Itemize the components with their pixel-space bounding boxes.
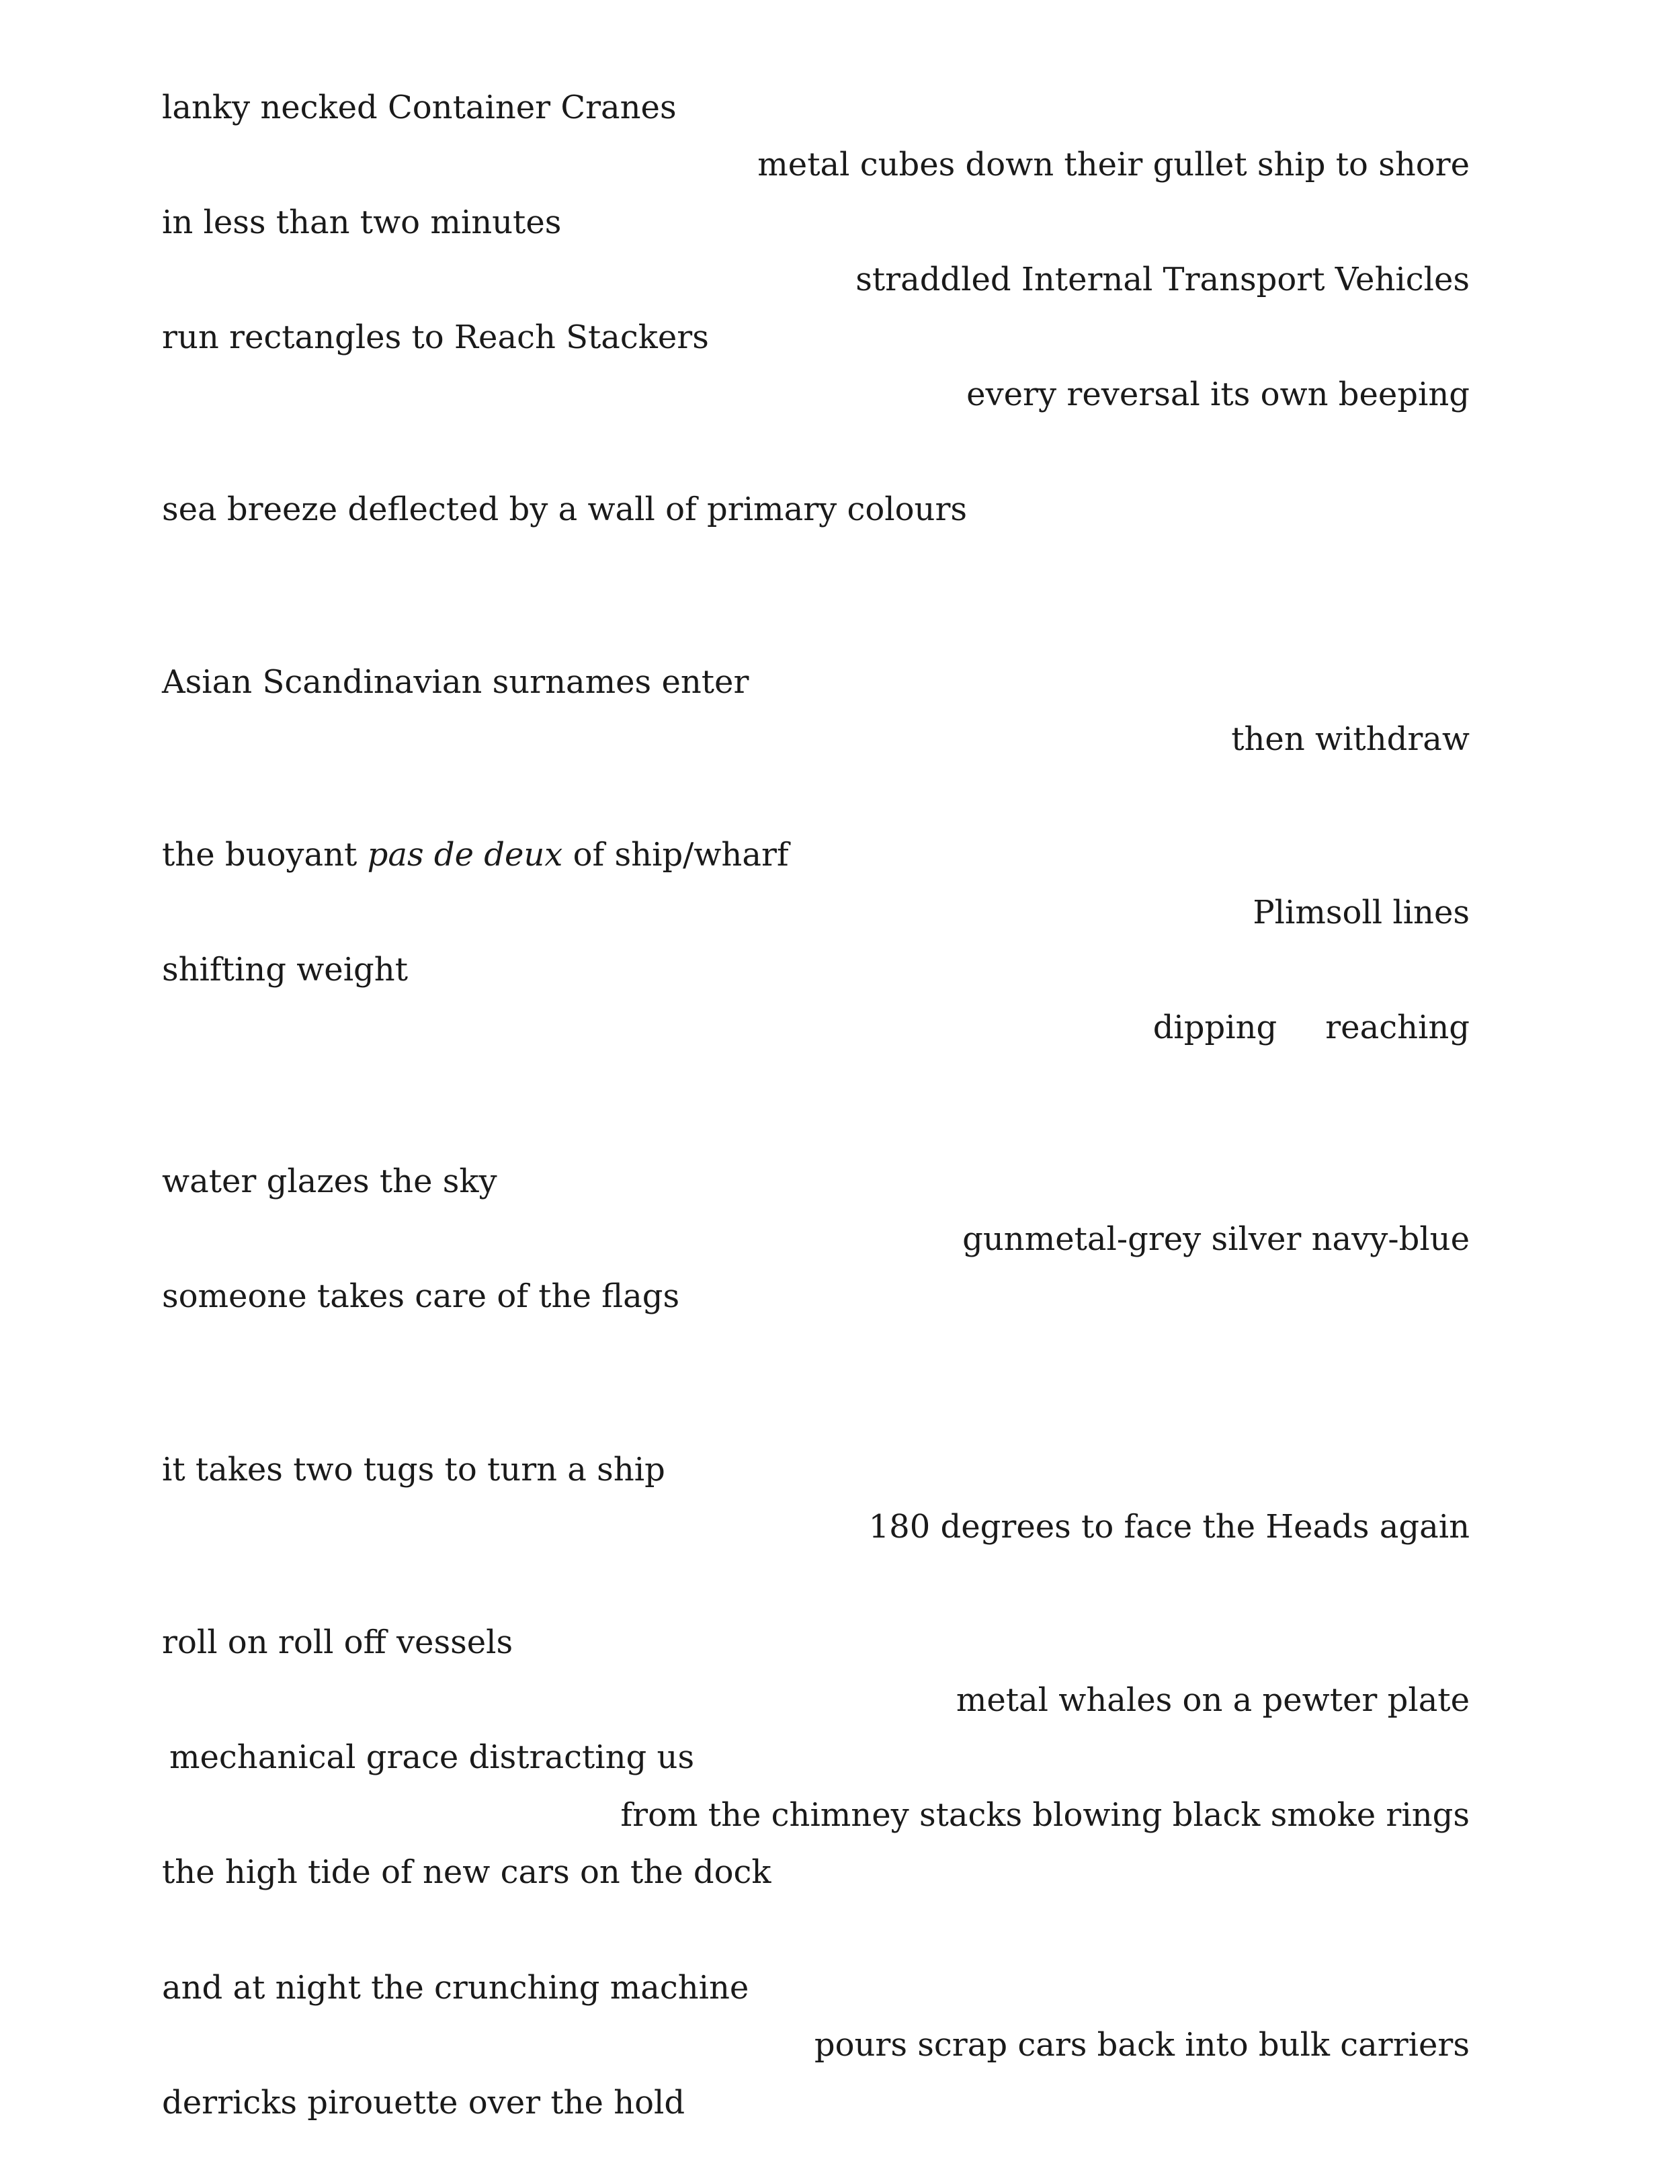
poem-line: [1153, 1007, 1470, 1048]
poem-text: of ship/wharf: [562, 836, 789, 874]
poem-line: the high tide of new cars on the dock: [162, 1853, 771, 1891]
poem-line: then withdraw: [1231, 720, 1470, 758]
poem-line: every reversal its own beeping: [966, 376, 1470, 413]
poem-line: metal cubes down their gullet ship to shore: [757, 146, 1470, 183]
poem-line: lanky necked Container Cranes: [162, 89, 677, 126]
poem-line: from the chimney stacks blowing black smoke rings: [620, 1796, 1470, 1834]
poem-line: roll on roll off vessels: [162, 1624, 513, 1661]
italic-phrase: pas de deux: [367, 836, 563, 874]
poem-line: someone takes care of the flags: [162, 1277, 680, 1315]
poem-line: pours scrap cars back into bulk carriers: [814, 2026, 1470, 2064]
poem-line: gunmetal-grey silver navy-blue: [962, 1220, 1470, 1258]
poem-word: dipping: [1152, 1009, 1277, 1046]
poem-line: Plimsoll lines: [1253, 894, 1470, 931]
poem-line: Asian Scandinavian surnames enter: [162, 663, 749, 701]
poem-line: mechanical grace distracting us: [169, 1738, 695, 1776]
poem-line: [162, 835, 789, 875]
poem-line: in less than two minutes: [162, 204, 562, 241]
poem-line: and at night the crunching machine: [162, 1969, 749, 2007]
poem-text: the buoyant: [162, 836, 368, 874]
poem-word: reaching: [1325, 1009, 1470, 1046]
poem-line: it takes two tugs to turn a ship: [162, 1451, 665, 1488]
poem-line: water glazes the sky: [162, 1163, 497, 1200]
poem-line: sea breeze deflected by a wall of primary colours: [162, 491, 968, 528]
poem-line: shifting weight: [162, 951, 408, 989]
poem-line: run rectangles to Reach Stackers: [162, 319, 709, 356]
poem-line: 180 degrees to face the Heads again: [868, 1508, 1470, 1546]
poem-line: straddled Internal Transport Vehicles: [855, 261, 1470, 298]
poem-line: derricks pirouette over the hold: [162, 2084, 685, 2122]
poem-line: metal whales on a pewter plate: [956, 1681, 1470, 1719]
